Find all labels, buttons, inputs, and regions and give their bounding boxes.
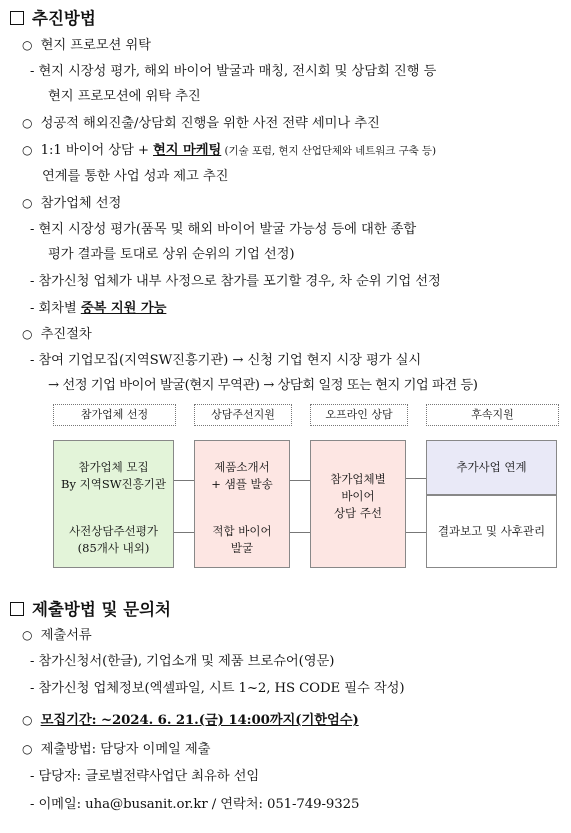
list-item: ○ 성공적 해외진출/상담회 진행을 위한 사전 전략 세미나 추진 xyxy=(22,116,380,131)
list-item: - 참가신청 업체정보(엑셀파일, 시트 1~2, HS CODE 필수 작성) xyxy=(30,681,405,696)
checkbox-square-icon xyxy=(10,11,24,25)
list-item: ○ 현지 프로모션 위탁 xyxy=(22,38,151,53)
list-item: ○ 제출방법: 담당자 이메일 제출 xyxy=(22,742,211,757)
list-item: - 참여 기업모집(지역SW진흥기관) → 신청 기업 현지 시장 평가 실시 xyxy=(30,353,422,368)
list-item: ○ 모집기간: ~2024. 6. 21.(금) 14:00까지(기한엄수) xyxy=(22,713,359,728)
sample-box: 제품소개서 + 샘플 발송 적합 바이어 발굴 xyxy=(194,440,290,568)
list-item: - 이메일: uha@busanit.or.kr / 연락처: 051-749-9325 xyxy=(30,797,360,812)
list-item: - 참가신청서(한글), 기업소개 및 제품 브로슈어(영문) xyxy=(30,654,335,669)
connector-line xyxy=(290,480,310,481)
connector-line xyxy=(290,532,310,533)
list-item: - 회차별 중복 지원 가능 xyxy=(30,301,167,316)
list-item: ○ 1:1 바이어 상담 + 현지 마케팅 (기술 포럼, 현지 산업단체와 네트워크 구축 등) xyxy=(22,143,436,158)
list-item: ○ 추진절차 xyxy=(22,327,92,342)
list-item: - 현지 시장성 평가(품목 및 해외 바이어 발굴 가능성 등에 대한 종합 xyxy=(30,222,417,237)
stage-tag: 오프라인 상담 xyxy=(310,404,408,426)
connector-line xyxy=(174,532,194,533)
list-item: ○ 참가업체 선정 xyxy=(22,196,122,211)
report-box: 결과보고 및 사후관리 xyxy=(426,495,557,568)
stage-tag: 참가업체 선정 xyxy=(53,404,176,426)
matching-box: 참가업체별 바이어 상담 주선 xyxy=(310,440,406,568)
stage-tag: 후속지원 xyxy=(426,404,559,426)
recruit-box: 참가업체 모집 By 지역SW진흥기관 사전상담주선평가 (85개사 내외) xyxy=(53,440,174,568)
list-item: 현지 프로모션에 위탁 추진 xyxy=(48,89,201,104)
list-item: - 현지 시장성 평가, 해외 바이어 발굴과 매칭, 전시회 및 상담회 진행 등 xyxy=(30,64,437,79)
list-item: → 선정 기업 바이어 발굴(현지 무역관) → 상담회 일정 또는 현지 기업 파견 등) xyxy=(48,378,478,393)
connector-line xyxy=(406,532,426,533)
list-item: ○ 제출서류 xyxy=(22,628,92,643)
list-item: 평가 결과를 토대로 상위 순위의 기업 선정) xyxy=(48,247,295,262)
section-heading-submission: 제출방법 및 문의처 xyxy=(10,596,171,620)
followup-box: 추가사업 연계 xyxy=(426,440,557,495)
list-item: 연계를 통한 사업 성과 제고 추진 xyxy=(42,169,229,184)
list-item: - 담당자: 글로벌전략사업단 최유하 선임 xyxy=(30,769,260,784)
stage-tag: 상담주선지원 xyxy=(194,404,292,426)
section-heading-method: 추진방법 xyxy=(10,5,96,29)
connector-line xyxy=(174,480,194,481)
list-item: - 참가신청 업체가 내부 사정으로 참가를 포기할 경우, 차 순위 기업 선정 xyxy=(30,274,441,289)
connector-line xyxy=(406,478,426,479)
checkbox-square-icon xyxy=(10,602,24,616)
